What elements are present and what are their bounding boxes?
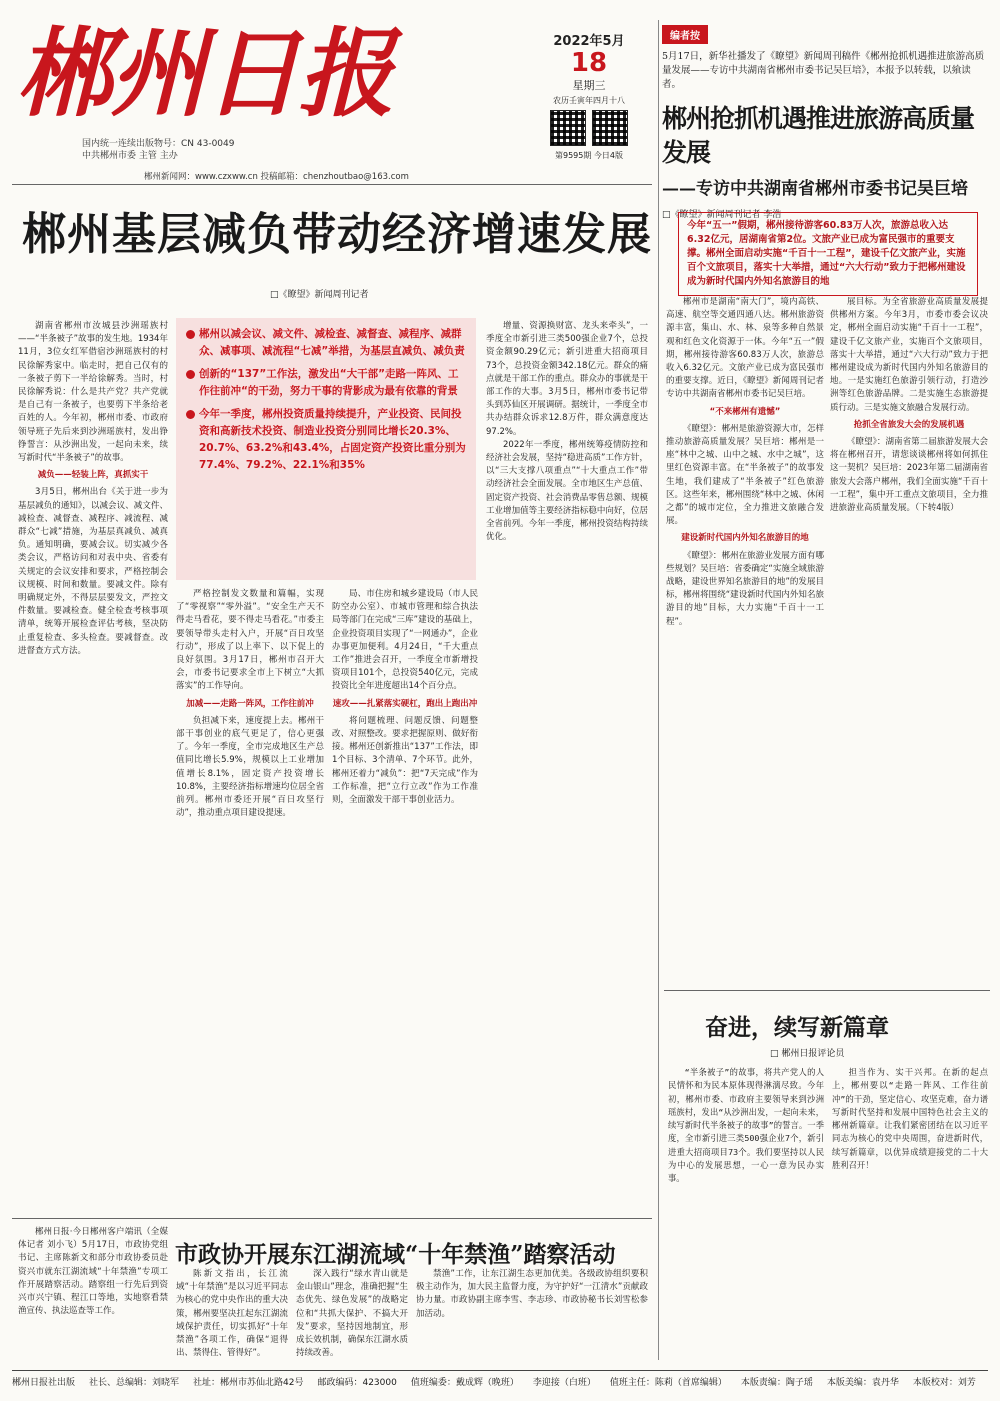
qr-code-icon[interactable] <box>550 110 586 146</box>
feature-byline: □《瞭望》新闻周刊记者 李浩 <box>662 210 782 220</box>
date-block <box>514 30 664 180</box>
commentary-title[interactable]: 奋进，续写新篇章 <box>705 1014 889 1041</box>
main-article-column-2: 严格控制发文数量和篇幅，实现了“零视察”“零外溢”。“安全生产天不得走马看花，要不得走马看花。”市委主要领导带头走村入户，开展“百日攻坚行动”，形成了以上率下、以下促上的良好氛围。3月17日，郴州市召开大会，市委书记要求全市上下树立“大抓落实”的工作导向。 加减——走路一阵风，工作往前冲 负担减下来，速度提上去。郴州干部干事创业的底气更足了，信心更强了。今年一季度，全市完成地区生产总值同比增长5.9%，规模以上工业增加值增长8.1%，固定资产投资增长10.8%，主要经济指标增速均位居全省前列。郴州市委还开展“百日攻坚行动”，推动重点项目建设提速。 <box>176 589 324 819</box>
section-subhead: 建设新时代国内外知名旅游目的地 <box>681 533 809 544</box>
issue-number: 第9595期 今日4版 <box>555 151 623 160</box>
section-subhead: 减负——轻装上阵，真抓实干 <box>37 470 149 481</box>
qr-code-icon[interactable] <box>592 110 628 146</box>
footer-proof: 李迎接（白班） <box>532 1378 596 1388</box>
sponsor: 中共郴州市委 主管 主办 <box>82 151 178 161</box>
main-byline: □《瞭望》新闻周刊记者 <box>270 290 369 300</box>
commentary-byline: □ 郴州日报评论员 <box>770 1049 845 1059</box>
footer-page-designer: 本版美编：袁丹华 <box>826 1378 899 1388</box>
page-footer <box>12 1370 988 1388</box>
section-subhead: 速攻——扎紧落实硬杠，跑出上跑出冲 <box>332 698 478 709</box>
feature-title[interactable]: 郴州抢抓机遇推进旅游高质量发展 <box>662 104 975 167</box>
footer-address: 社址：郴州市苏仙北路42号 <box>193 1378 304 1388</box>
main-article-column-4: 增量、资源换财富、龙头来牵头”，一季度全市新引进三类500强企业7个，总投资金额90.29亿元；新引进重大招商项目73个，总投资金额342.18亿元。群众的痛点就是干部工作的重点。群众办的事就是干部工作的大事。3月5日，郴州市委书记带头到苏仙区开展调研。据统计，一季度全市共办结群众诉求12.8万件，群众满意度达97.2%。 2022年一季度，郴州统筹疫情防控和经济社会发展，坚持“稳进高质”工作方针，以“三大支撑八项重点”“十大重点工作”带动经济社会全面发展。全市地区生产总值、固定资产投资、社会消费品零售总额、规模工业增加值等主要经济指标稳中向好，位居全省前列。今年一季度，郴州投资结构持续优化。 <box>486 321 648 543</box>
feature-column-2: 展目标。为全省旅游业高质量发展提供郴州方案。今年3月，市委市委会议决定，郴州全面启动实施“千百十一工程”，建设千亿文旅产业，实施百个文旅项目，落实十大举措，通过“六大行动”致力于把郴州建设成为新时代国内外知名旅游目的地。一是实施红色旅游引领行动，打造沙洲等红色旅游品牌。二是实施生态旅游提质行动。三是实施文旅融合发展行动。 抢抓全省旅发大会的发展机遇 《瞭望》：湖南省第二届旅游发展大会将在郴州召开，请您谈谈郴州将如何抓住这一契机？吴巨培：2023年第二届湖南省旅发大会落户郴州，我们全面实施“千百十一工程”，集中开工重点文旅项目，全力推进旅游业高质量发展。（下转4版） <box>830 297 988 514</box>
editor-note: 5月17日，新华社播发了《瞭望》新闻周刊稿件《郴州抢抓机遇推进旅游高质量发展——专访中共湖南省郴州市委书记吴巨培》，本报予以转载，以飨读者。 <box>662 51 985 90</box>
footer-publisher: 郴州日报社出版 <box>12 1378 76 1388</box>
bullet-icon <box>186 410 195 419</box>
story2-column-3: 深入践行“绿水青山就是金山银山”理念，准确把握“生态优先、绿色发展”的战略定位和“共抓大保护、不搞大开发”要求，坚持因地制宜，形成长效机制，确保东江湖水质持续改善。 <box>296 1269 408 1359</box>
issn: 国内统一连续出版物号：CN 43-0049 <box>82 139 235 149</box>
section-subhead: 加减——走路一阵风，工作往前冲 <box>186 698 314 709</box>
feature-intro-box: 今年“五一”假期，郴州接待游客60.83万人次，旅游总收入达6.32亿元，居湖南省第2位。文旅产业已成为富民强市的重要支撑。郴州全面启动实施“千百十一工程”，建设千亿文旅产业，实施百个文旅项目，落实十大举措，通过“六大行动”致力于把郴州建设成为新时代国内外知名旅游目的地 <box>678 212 978 296</box>
key-point: 郴州以减会议、减文件、减检查、减督查、减程序、减群众、减事项、减流程“七减”举措，为基层直减负、减负责 <box>186 326 466 360</box>
story2-column-4: 禁渔”工作，让东江湖生态更加优美。各级政协组织要积极主动作为，加大民主监督力度，为守护好“一江清水”贡献政协力量。市政协副主席李雪、李志珍、市政协秘书长刘雪松参加活动。 <box>416 1269 648 1319</box>
commentary-column-1: “半条被子”的故事，将共产党人的人民情怀和为民本原体现得淋漓尽致。今年初，郴州市委、市政府主要领导来到沙洲瑶族村，发出“从沙洲出发，一起向未来，续写新时代半条被子的故事”的誓言。一季度，全市新引进三类500强企业7个，新引进重大招商项目73个。我们要坚持以人民为中心的发展思想，一心一意为民办实事。 <box>668 1067 824 1184</box>
footer-duty: 值班主任：陈莉（首席编辑） <box>609 1378 727 1388</box>
footer-postcode: 邮政编码：423000 <box>317 1378 397 1388</box>
footer-editor: 值班编委：戴成辉（晚班） <box>410 1378 519 1388</box>
masthead <box>14 10 654 180</box>
website-line: 郴州新闻网：www.czxww.cn 投稿邮箱：chenzhoutbao@163.com <box>144 172 409 182</box>
key-point: 创新的“137”工作法，激发出“大干部”走路一阵风、工作往前冲“的干劲，努力干事的背影成为最有依靠的背景 <box>186 366 466 400</box>
masthead-info <box>82 138 234 162</box>
story2-title[interactable]: 市政协开展东江湖流域“十年禁渔”踏察活动 <box>175 1241 616 1268</box>
divider <box>12 1218 652 1219</box>
footer-chief: 社长、总编辑：刘晓军 <box>89 1378 180 1388</box>
commentary-column-2: 担当作为、实干兴邦。在新的起点上，郴州要以“走路一阵风、工作往前冲”的干劲，坚定信心、攻坚克难，奋力谱写新时代坚持和发展中国特色社会主义的郴州新篇章。让我们紧密团结在以习近平同志为核心的党中央周围，奋进新时代，续写新篇章，以优异成绩迎接党的二十大胜利召开！ <box>832 1067 988 1171</box>
bullet-icon <box>186 370 195 379</box>
divider <box>12 184 652 185</box>
feature-subtitle: ——专访中共湖南省郴州市委书记吴巨培 <box>662 179 968 199</box>
logo-text: 郴州日报 <box>16 17 392 130</box>
year-month: 2022年5月 <box>553 34 625 49</box>
story2-column-1: 郴州日报·今日郴州客户端讯（全媒体记者 刘小飞）5月17日，市政协党组书记、主席陈新文和部分市政协委员赴资兴市就东江湖流域“十年禁渔”专项工作开展踏察活动。踏察组一行先后到资兴市兴宁镇、程江口等地，实地察看禁渔宣传、执法巡查等工作。 <box>18 1227 168 1317</box>
day: 18 <box>570 48 608 78</box>
footer-page-proof: 本版校对：刘芳 <box>912 1378 976 1388</box>
editor-tag: 编者按 <box>662 25 708 44</box>
weekday: 星期三 <box>572 79 606 92</box>
lunar-date: 农历壬寅年四月十八 <box>553 96 625 105</box>
section-subhead: 抢抓全省旅发大会的发展机遇 <box>853 419 965 430</box>
feature-column-1: 郴州市是湖南“南大门”，境内高铁、高速、航空等交通四通八达。郴州旅游资源丰富，集山、水、林、泉等多种自然景观和红色文化资源于一体。今年“五一”假期，郴州接待游客60.83万人次，旅游总收入6.32亿元。文旅产业已成为富民强市的重要支撑。近日，《瞭望》新闻周刊记者专访中共湖南省郴州市委书记吴巨培。 “不来郴州有遗憾” 《瞭望》：郴州是旅游资源大市，怎样推动旅游高质量发展？吴巨培：郴州是一座“林中之城、山中之城、水中之城”，这里红色资源丰富。在“半条被子”的故事发生地，我们建成了“半条被子”红色旅游区。这些年来，郴州围绕“林中之城、休闲之都”的城市定位，全力推进文旅融合发展。 建设新时代国内外知名旅游目的地 《瞭望》：郴州在旅游业发展方面有哪些规划？吴巨培：省委确定“实施全域旅游战略，建设世界知名旅游目的地”的发展目标，郴州将围绕“建设新时代国内外知名旅游目的地”目标，大力实施“千百十一工程”。 <box>666 297 824 627</box>
main-article-column-1: 湖南省郴州市汝城县沙洲瑶族村——“半条被子”故事的发生地。1934年11月，3位女红军借宿沙洲瑶族村的村民徐解秀家中。临走时，把自己仅有的一条被子剪下一半给徐解秀。当时，村民徐解秀说：什么是共产党？共产党就是自己有一条被子，也要剪下半条给老百姓的人。今年初，郴州市委、市政府领导班子先后来到沙洲瑶族村，发出铮铮誓言：从沙洲出发，一起向未来，续写新时代“半条被子”的故事。 减负——轻装上阵，真抓实干 3月5日，郴州出台《关于进一步为基层减负的通知》，以减会议、减文件、减检查、减督查、减程序、减流程、减群众“七减”措施，为基层真减负、减真负。通知明确，要减会议。切实减少各类会议，严格访问和对表中央、省委有关规定的会议安排和要求，严格控制会议规模、时间和数量。要减文件。除有明确规定外，不得层层要发文，严控文件数量。要减检查。健全检查考核事项清单，统筹开展检查评估考核，坚决防止重复检查、多头检查。要减督查。改进督查方式方法。 <box>18 321 168 656</box>
divider <box>658 20 659 1360</box>
newspaper-logo <box>16 14 446 134</box>
divider <box>664 990 990 991</box>
section-subhead: “不来郴州有遗憾” <box>709 406 781 417</box>
main-article-column-3: 局、市住房和城乡建设局（市人民防空办公室）、市城市管理和综合执法局等部门在完成“三库”建设的基础上，企业投资项目实现了“一网通办”，企业办事更加便利。4月24日，“千大重点工作”推进会召开，一季度全市新增投资项目101个，总投资540亿元，完成投资比全年进度超出14个百分点。 速攻——扎紧落实硬杠，跑出上跑出冲 将问题梳理、问题反馈、问题整改、对照整改。要求把握原则、做好衔接。郴州还创新推出“137”工作法，即1个目标、3个清单、7个环节。此外，郴州还着力“减负”：把“7天完成”作为工作标准，把“立行立改”作为工作准则，全面激发干部干事创业活力。 <box>332 589 478 806</box>
bullet-icon <box>186 330 195 339</box>
main-headline[interactable]: 郴州基层减负带动经济增速发展 <box>22 209 652 260</box>
key-points-box <box>176 318 476 580</box>
story2-column-2: 陈新文指出，长江流域“十年禁渔”是以习近平同志为核心的党中央作出的重大决策，郴州要坚决扛起东江湖流域保护责任，切实抓好“十年禁渔”各项工作，确保“退得出、禁得住、管得好”。 <box>176 1269 288 1359</box>
key-point: 今年一季度，郴州投资质量持续提升，产业投资、民间投资和高新技术投资、制造业投资分别同比增长20.3%、20.7%、63.2%和43.4%，占固定资产投资比重分别为77.4%、79.2%、22.1%和35% <box>186 406 466 474</box>
footer-page-editor: 本版责编：陶子瑶 <box>740 1378 813 1388</box>
qr-codes <box>514 110 664 146</box>
